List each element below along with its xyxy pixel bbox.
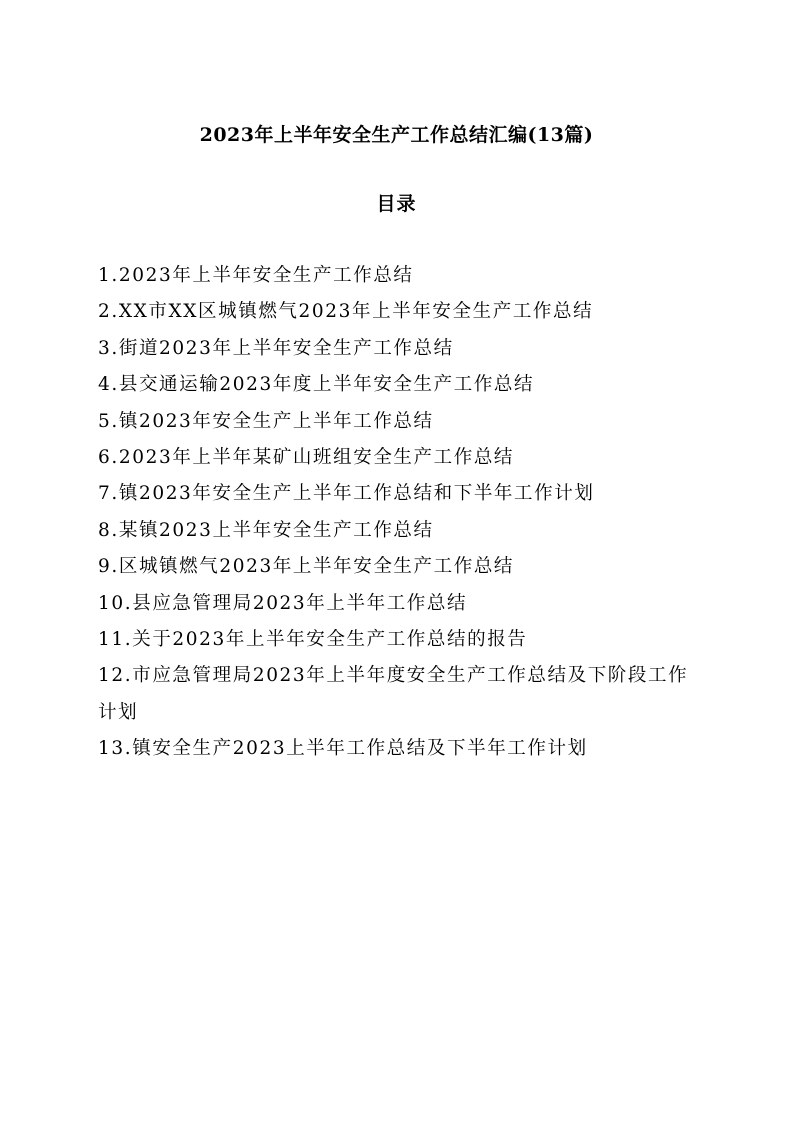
toc-item: 2.XX市XX区城镇燃气2023年上半年安全生产工作总结 — [98, 301, 594, 323]
table-of-contents — [98, 258, 698, 768]
toc-item: 3.街道2023年上半年安全生产工作总结 — [98, 337, 454, 359]
toc-item: 11.关于2023年上半年安全生产工作总结的报告 — [98, 629, 528, 651]
toc-item: 7.镇2023年安全生产上半年工作总结和下半年工作计划 — [98, 483, 595, 505]
toc-item: 6.2023年上半年某矿山班组安全生产工作总结 — [98, 447, 515, 469]
toc-item: 1.2023年上半年安全生产工作总结 — [98, 265, 414, 286]
toc-item: 5.镇2023年安全生产上半年工作总结 — [98, 410, 434, 432]
toc-item: 4.县交通运输2023年度上半年安全生产工作总结 — [98, 374, 535, 396]
toc-item: 10.县应急管理局2023年上半年工作总结 — [98, 592, 468, 614]
toc-item: 8.某镇2023上半年安全生产工作总结 — [98, 519, 434, 541]
toc-item: 12.市应急管理局2023年上半年度安全生产工作总结及下阶段工作计划 — [98, 665, 689, 723]
toc-item: 9.区城镇燃气2023年上半年安全生产工作总结 — [98, 556, 515, 578]
toc-heading: 目录 — [376, 193, 417, 215]
toc-item: 13.镇安全生产2023上半年工作总结及下半年工作计划 — [98, 738, 588, 760]
document-title: 2023年上半年安全生产工作总结汇编(13篇) — [199, 124, 594, 146]
